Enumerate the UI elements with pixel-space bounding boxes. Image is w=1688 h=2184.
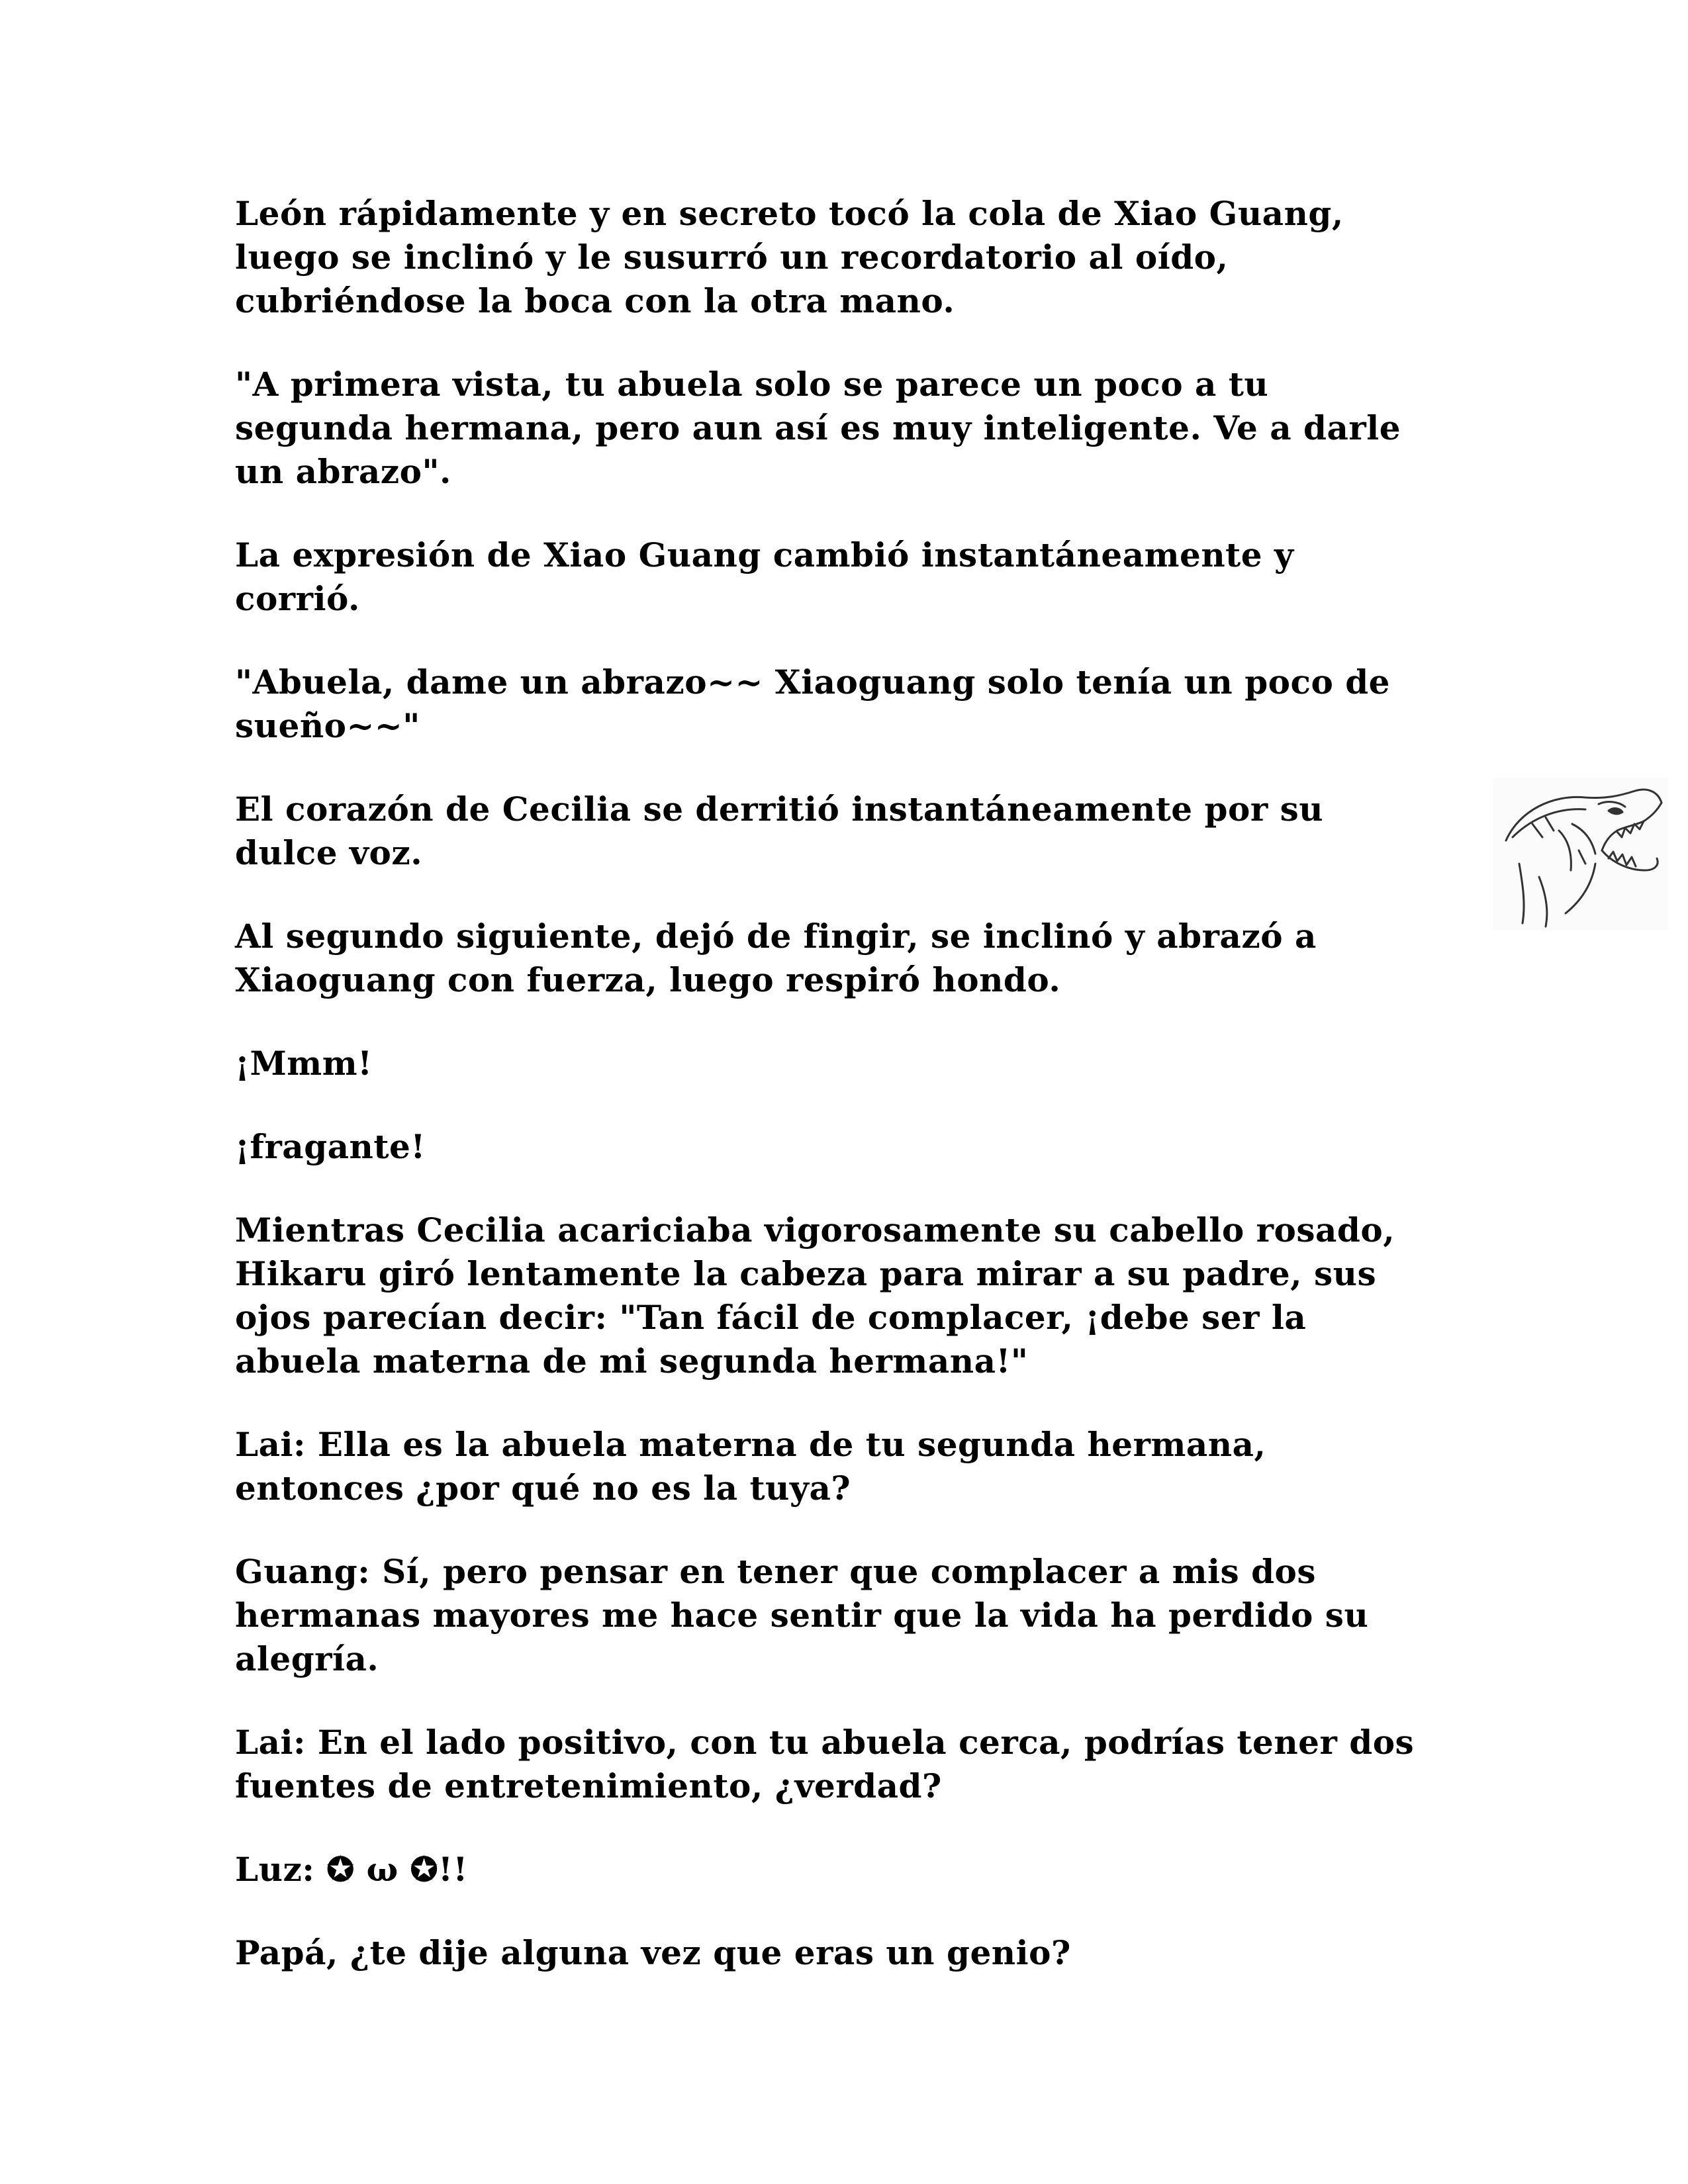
paragraph: Mientras Cecilia acariciaba vigorosamente su cabello rosado, Hikaru giró lentamente la cabeza para mirar a su padre, sus ojos parecían decir: "Tan fácil de complacer, ¡debe ser la abuela materna de mi segunda hermana!" <box>235 1210 1395 1381</box>
dinosaur-head-sketch-icon <box>1493 778 1668 930</box>
paragraph: Al segundo siguiente, dejó de fingir, se inclinó y abrazó a Xiaoguang con fuerza, luego respiró hondo. <box>235 917 1317 999</box>
paragraph: Guang: Sí, pero pensar en tener que complacer a mis dos hermanas mayores me hace sentir que la vida ha perdido su alegría. <box>235 1552 1369 1678</box>
paragraph: La expresión de Xiao Guang cambió instantáneamente y corrió. <box>235 535 1294 618</box>
paragraph: ¡Mmm! <box>235 1044 373 1083</box>
paragraph: Lai: En el lado positivo, con tu abuela cerca, podrías tener dos fuentes de entretenimiento, ¿verdad? <box>235 1723 1415 1805</box>
paragraph: El corazón de Cecilia se derritió instantáneamente por su dulce voz. <box>235 790 1324 872</box>
document-body <box>235 192 1479 2015</box>
paragraph: Luz: ✪ ω ✪!! <box>235 1850 468 1889</box>
paragraph: León rápidamente y en secreto tocó la cola de Xiao Guang, luego se inclinó y le susurró un recordatorio al oído, cubriéndose la boca con la otra mano. <box>235 194 1344 320</box>
paragraph: ¡fragante! <box>235 1127 426 1166</box>
paragraph: Papá, ¿te dije alguna vez que eras un genio? <box>235 1933 1071 1972</box>
paragraph: Lai: Ella es la abuela materna de tu segunda hermana, entonces ¿por qué no es la tuya? <box>235 1425 1266 1508</box>
paragraph: "A primera vista, tu abuela solo se parece un poco a tu segunda hermana, pero aun así es muy inteligente. Ve a darle un abrazo". <box>235 365 1401 491</box>
paragraph: "Abuela, dame un abrazo~~ Xiaoguang solo tenía un poco de sueño~~" <box>235 662 1390 745</box>
